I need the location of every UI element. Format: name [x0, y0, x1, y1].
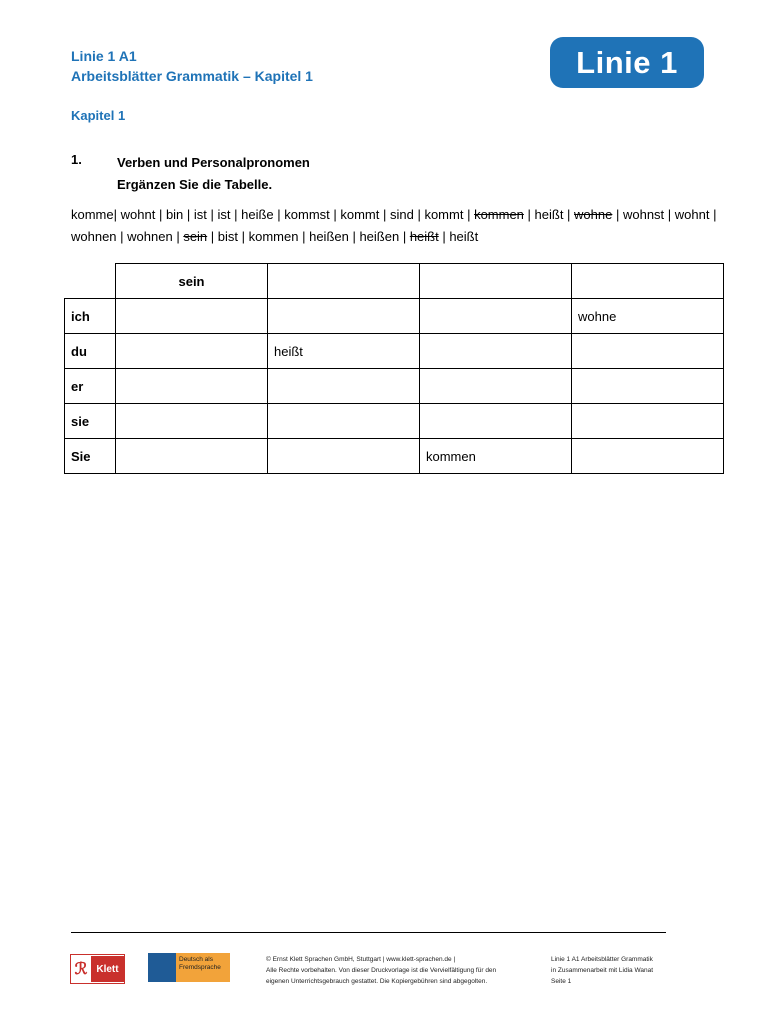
daf-logo: [148, 953, 230, 982]
answer-cell[interactable]: [268, 299, 420, 334]
word-separator: |: [329, 207, 341, 222]
word-bank-item: kommt: [340, 207, 380, 222]
word-separator: |: [238, 229, 249, 244]
answer-cell[interactable]: [420, 404, 572, 439]
answer-cell[interactable]: [572, 369, 724, 404]
word-separator: |: [206, 207, 218, 222]
table-corner-cell: [65, 264, 116, 299]
answer-cell[interactable]: [116, 439, 268, 474]
word-bank-item: wohnen: [71, 229, 117, 244]
copyright-line: Alle Rechte vorbehalten. Von dieser Druckvorlage ist die Vervielfältigung für den: [266, 967, 497, 974]
word-bank-item: heißen: [359, 229, 400, 244]
word-separator: |: [207, 229, 218, 244]
answer-cell[interactable]: [572, 404, 724, 439]
word-bank-item: kommst: [284, 207, 330, 222]
verb-column-header[interactable]: [572, 264, 724, 299]
table-row: [65, 334, 724, 369]
word-separator: |: [172, 229, 184, 244]
word-separator: |: [413, 207, 425, 222]
word-separator: |: [155, 207, 166, 222]
copyright-line: eigenen Unterrichtsgebrauch gestattet. Die Kopiergebühren sind abgegolten.: [266, 978, 488, 985]
word-bank-item: heißen: [309, 229, 349, 244]
answer-cell[interactable]: [420, 334, 572, 369]
answer-cell[interactable]: [116, 404, 268, 439]
course-title: Linie 1 A1: [71, 48, 137, 64]
word-separator: |: [612, 207, 623, 222]
logo-text: Linie 1: [576, 44, 678, 80]
word-bank-item: kommt: [424, 207, 464, 222]
pronoun-cell: Sie: [65, 439, 116, 474]
table-row: [65, 369, 724, 404]
word-bank-item: sind: [389, 207, 414, 222]
page-info: [551, 954, 681, 987]
page-number: Seite 1: [551, 978, 572, 985]
daf-logo-block: [148, 953, 176, 982]
task-number: 1.: [71, 152, 82, 167]
word-separator: |: [348, 229, 360, 244]
word-separator: |: [438, 229, 450, 244]
table-row: [65, 439, 724, 474]
word-bank-item: wohnen: [127, 229, 173, 244]
word-bank-item: wohnt: [674, 207, 710, 222]
word-bank-item-used: heißt: [409, 229, 439, 244]
verb-column-header[interactable]: [420, 264, 572, 299]
daf-logo-text: Deutsch als Fremdsprache: [176, 953, 230, 982]
word-bank-item-used: wohne: [574, 207, 613, 222]
word-bank-item-used: sein: [183, 229, 208, 244]
word-bank-item-used: kommen: [474, 207, 524, 222]
word-separator: |: [273, 207, 285, 222]
word-separator: |: [563, 207, 575, 222]
answer-cell[interactable]: heißt: [268, 334, 420, 369]
page-info-line: in Zusammenarbeit mit Lidia Wanat: [551, 967, 653, 974]
answer-cell[interactable]: [268, 439, 420, 474]
word-separator: |: [399, 229, 410, 244]
word-separator: |: [463, 207, 475, 222]
answer-cell[interactable]: [268, 404, 420, 439]
word-bank-item: heißt: [534, 207, 564, 222]
word-bank-item: wohnt: [120, 207, 156, 222]
word-bank: [71, 204, 731, 248]
worksheet-title: Arbeitsblätter Grammatik – Kapitel 1: [71, 68, 313, 84]
answer-cell[interactable]: [572, 334, 724, 369]
word-bank-item: wohnst: [622, 207, 665, 222]
answer-cell[interactable]: [420, 299, 572, 334]
word-separator: |: [523, 207, 535, 222]
answer-cell[interactable]: [116, 299, 268, 334]
pronoun-cell: ich: [65, 299, 116, 334]
copyright-line: © Ernst Klett Sprachen GmbH, Stuttgart | www.klett-sprachen.de |: [266, 956, 456, 963]
conjugation-table: [64, 263, 724, 474]
answer-cell[interactable]: [420, 369, 572, 404]
answer-cell[interactable]: wohne: [572, 299, 724, 334]
linie1-logo: [550, 37, 704, 88]
word-bank-item: ist: [217, 207, 231, 222]
task-heading: [117, 152, 310, 196]
word-separator: |: [113, 207, 121, 222]
table-row: [65, 404, 724, 439]
word-bank-item: kommen: [248, 229, 299, 244]
verb-column-header[interactable]: [268, 264, 420, 299]
chapter-heading: Kapitel 1: [71, 108, 126, 123]
word-separator: |: [379, 207, 390, 222]
word-separator: |: [664, 207, 675, 222]
word-bank-item: heiße: [241, 207, 274, 222]
word-separator: |: [709, 207, 717, 222]
answer-cell[interactable]: kommen: [420, 439, 572, 474]
table-header-row: [65, 264, 724, 299]
pronoun-cell: du: [65, 334, 116, 369]
word-separator: |: [183, 207, 194, 222]
task-instruction: Ergänzen Sie die Tabelle.: [117, 177, 273, 192]
word-bank-item: ist: [193, 207, 207, 222]
answer-cell[interactable]: [116, 369, 268, 404]
word-bank-item: bist: [217, 229, 239, 244]
word-bank-item: komme: [71, 207, 114, 222]
document-header: [71, 46, 313, 86]
answer-cell[interactable]: [116, 334, 268, 369]
table-row: [65, 299, 724, 334]
answer-cell[interactable]: [268, 369, 420, 404]
word-separator: |: [230, 207, 242, 222]
pronoun-cell: er: [65, 369, 116, 404]
task-title: Verben und Personalpronomen: [117, 155, 310, 170]
word-bank-item: heißt: [449, 229, 479, 244]
word-separator: |: [116, 229, 128, 244]
verb-column-header[interactable]: sein: [116, 264, 268, 299]
pronoun-cell: sie: [65, 404, 116, 439]
klett-wordmark: Klett: [91, 956, 124, 982]
word-bank-item: bin: [165, 207, 184, 222]
copyright-notice: [266, 954, 536, 987]
klett-logo: [70, 954, 125, 984]
answer-cell[interactable]: [572, 439, 724, 474]
word-separator: |: [298, 229, 310, 244]
page-info-line: Linie 1 A1 Arbeitsblätter Grammatik: [551, 956, 653, 963]
footer-divider: [71, 932, 666, 933]
klett-mark-icon: ℛ: [71, 956, 91, 982]
